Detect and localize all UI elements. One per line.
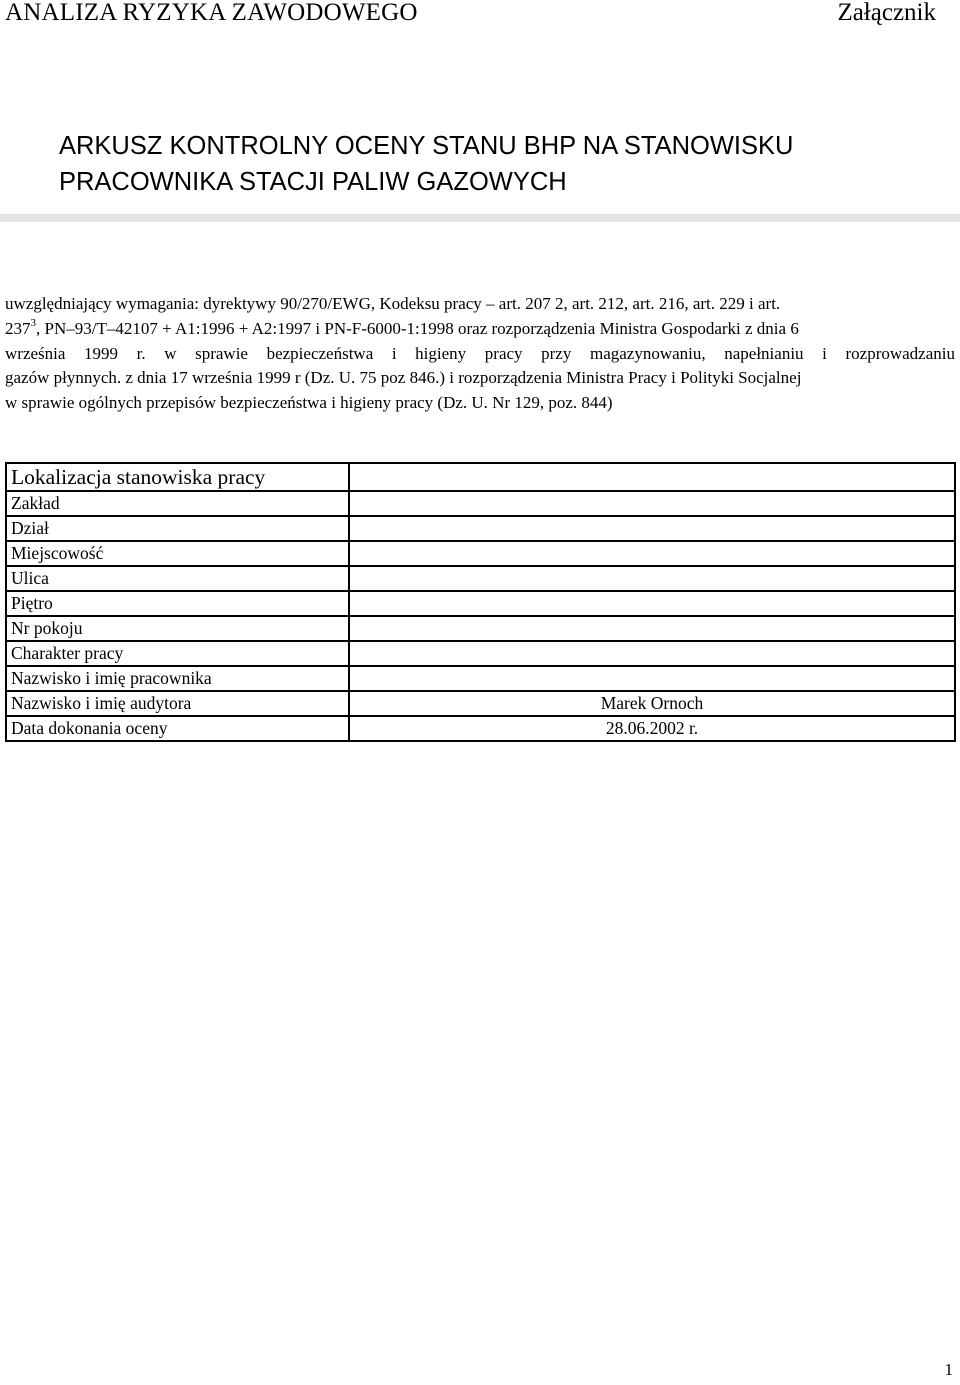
row-value[interactable] xyxy=(349,516,955,541)
row-label: Miejscowość xyxy=(6,541,349,566)
regulations-line-5: w sprawie ogólnych przepisów bezpieczeństwa i higieny pracy (Dz. U. Nr 129, poz. 844) xyxy=(5,393,613,413)
document-header-title: ANALIZA RYZYKA ZAWODOWEGO xyxy=(5,0,418,26)
row-value[interactable] xyxy=(349,566,955,591)
table-row xyxy=(6,716,955,741)
table-row xyxy=(6,616,955,641)
table-row xyxy=(6,591,955,616)
row-value[interactable] xyxy=(349,641,955,666)
page-title-line-2: PRACOWNIKA STACJI PALIW GAZOWYCH xyxy=(59,168,567,196)
regulations-line-4: gazów płynnych. z dnia 17 września 1999 r (Dz. U. 75 poz 846.) i rozporządzenia Ministra Pracy i Polityki Socjalnej xyxy=(5,368,802,388)
row-value[interactable] xyxy=(349,591,955,616)
table-row xyxy=(6,566,955,591)
table-row xyxy=(6,516,955,541)
row-label: Piętro xyxy=(6,591,349,616)
workplace-location-table xyxy=(5,462,956,742)
table-row xyxy=(6,541,955,566)
page-title-line-1: ARKUSZ KONTROLNY OCENY STANU BHP NA STANOWISKU xyxy=(59,132,794,160)
section-divider xyxy=(0,214,960,222)
row-value[interactable]: Marek Ornoch xyxy=(349,691,955,716)
table-heading-value-cell[interactable] xyxy=(349,463,955,491)
row-label: Nr pokoju xyxy=(6,616,349,641)
row-value[interactable] xyxy=(349,541,955,566)
table-row xyxy=(6,691,955,716)
table-row xyxy=(6,641,955,666)
row-label: Nazwisko i imię pracownika xyxy=(6,666,349,691)
table-heading: Lokalizacja stanowiska pracy xyxy=(6,463,349,491)
regulations-line-3: września 1999 r. w sprawie bezpieczeństwa i higieny pracy przy magazynowaniu, napełnianiu i rozprowadzaniu xyxy=(5,343,955,363)
regulations-superscript: 3 xyxy=(30,317,36,330)
regulations-line-1: uwzględniający wymagania: dyrektywy 90/270/EWG, Kodeksu pracy – art. 207 2, art. 212, art. 216, art. 229 i art. xyxy=(5,294,781,313)
regulations-line-2-rest: , PN–93/T–42107 + A1:1996 + A2:1997 i PN-F-6000-1:1998 oraz rozporządzenia Ministra Gospodarki z dnia 6 xyxy=(36,318,799,338)
row-label: Data dokonania oceny xyxy=(6,716,349,741)
regulations-paragraph xyxy=(5,292,955,416)
row-label: Ulica xyxy=(6,566,349,591)
row-value[interactable] xyxy=(349,616,955,641)
row-value[interactable]: 28.06.2002 r. xyxy=(349,716,955,741)
row-value[interactable] xyxy=(349,666,955,691)
table-heading-row xyxy=(6,463,955,491)
regulations-line-2-start: 237 xyxy=(5,318,31,338)
row-label: Dział xyxy=(6,516,349,541)
table-row xyxy=(6,666,955,691)
row-label: Charakter pracy xyxy=(6,641,349,666)
row-label: Nazwisko i imię audytora xyxy=(6,691,349,716)
row-label: Zakład xyxy=(6,491,349,516)
row-value[interactable] xyxy=(349,491,955,516)
page-title xyxy=(59,128,793,200)
table-row xyxy=(6,491,955,516)
regulations-line-2 xyxy=(5,317,955,342)
attachment-label: Załącznik xyxy=(837,0,936,26)
page-number: 1 xyxy=(944,1360,953,1379)
